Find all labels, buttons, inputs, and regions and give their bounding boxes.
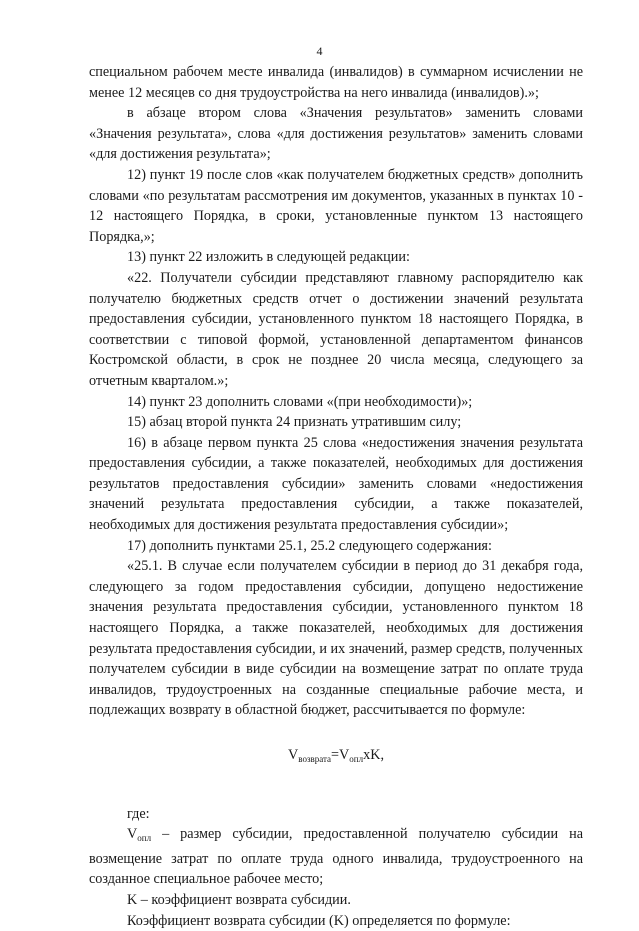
formula-subscript: возврата bbox=[298, 754, 332, 764]
paragraph: 12) пункт 19 после слов «как получателем бюджетных средств» дополнить словами «по результатам рассмотрения им документов, указанных в пунктах 10 - 12 настоящего Порядка, в сроки, установленные пунктом 13 настоящего Порядка,»; bbox=[89, 166, 583, 245]
document-body bbox=[89, 62, 583, 931]
where-label: где: bbox=[127, 805, 150, 822]
page-number: 4 bbox=[316, 44, 323, 58]
definition-subscript: опл bbox=[137, 833, 152, 844]
paragraph: «25.1. В случае если получателем субсидии в период до 31 декабря года, следующего за годом предоставления субсидии, допущено недостижение значения результата предоставления субсидии, установленного пунктом 18 настоящего Порядка, а также показателей, необходимых для достижения результата предоставления субсидии, и их значений, размер средств, полученных получателем субсидии в виде субсидии на возмещение затрат по оплате труда инвалидов, трудоустроенных на созданные специальные рабочие места, и подлежащих возврату в областной бюджет, рассчитывается по формуле: bbox=[89, 558, 583, 719]
formula-subscript: опл bbox=[349, 754, 364, 764]
paragraph: 16) в абзаце первом пункта 25 слова «недостижения значения результата предоставления субсидии, а также показателей, необходимых для достижения результатов предоставления субсидии» заменить словами «недостижения значений результата предоставления субсидии, а также показателей, необходимых для достижения результата предоставления субсидии»; bbox=[89, 434, 583, 534]
formula-symbol: V bbox=[288, 747, 299, 763]
definition bbox=[89, 824, 583, 890]
paragraph: 14) пункт 23 дополнить словами «(при необходимости)»; bbox=[127, 393, 473, 410]
definition: Коэффициент возврата субсидии (K) определяется по формуле: bbox=[127, 912, 511, 929]
paragraph: 13) пункт 22 изложить в следующей редакции: bbox=[127, 249, 410, 266]
definition-text: – размер субсидии, предоставленной получателю субсидии на возмещение затрат по оплате труда одного инвалида, трудоустроенного на созданное специальное рабочее место; bbox=[89, 826, 583, 888]
paragraph: 17) дополнить пунктами 25.1, 25.2 следующего содержания: bbox=[127, 537, 492, 554]
formula-symbol: xK, bbox=[363, 747, 384, 763]
definition: K – коэффициент возврата субсидии. bbox=[127, 891, 351, 908]
paragraph: 15) абзац второй пункта 24 признать утратившим силу; bbox=[127, 414, 462, 431]
formula-symbol: =V bbox=[331, 747, 350, 763]
definition-symbol: V bbox=[127, 826, 138, 843]
paragraph: специальном рабочем месте инвалида (инвалидов) в суммарном исчислении не менее 12 месяцев со дня трудоустройства на него инвалида (инвалидов).»; bbox=[89, 64, 583, 101]
paragraph: в абзаце втором слова «Значения результатов» заменить словами «Значения результата», слова «для достижения результатов» заменить словами «для достижения результата»; bbox=[89, 105, 583, 163]
formula bbox=[89, 745, 583, 770]
paragraph: «22. Получатели субсидии представляют главному распорядителю как получателю бюджетных средств отчет о достижении значений результата предоставления субсидии, установленного пунктом 18 настоящего Порядка, в соответствии с типовой формой, установленной департаментом финансов Костромской области, в срок не позднее 20 числа месяца, следующего за отчетным кварталом.»; bbox=[89, 269, 583, 389]
